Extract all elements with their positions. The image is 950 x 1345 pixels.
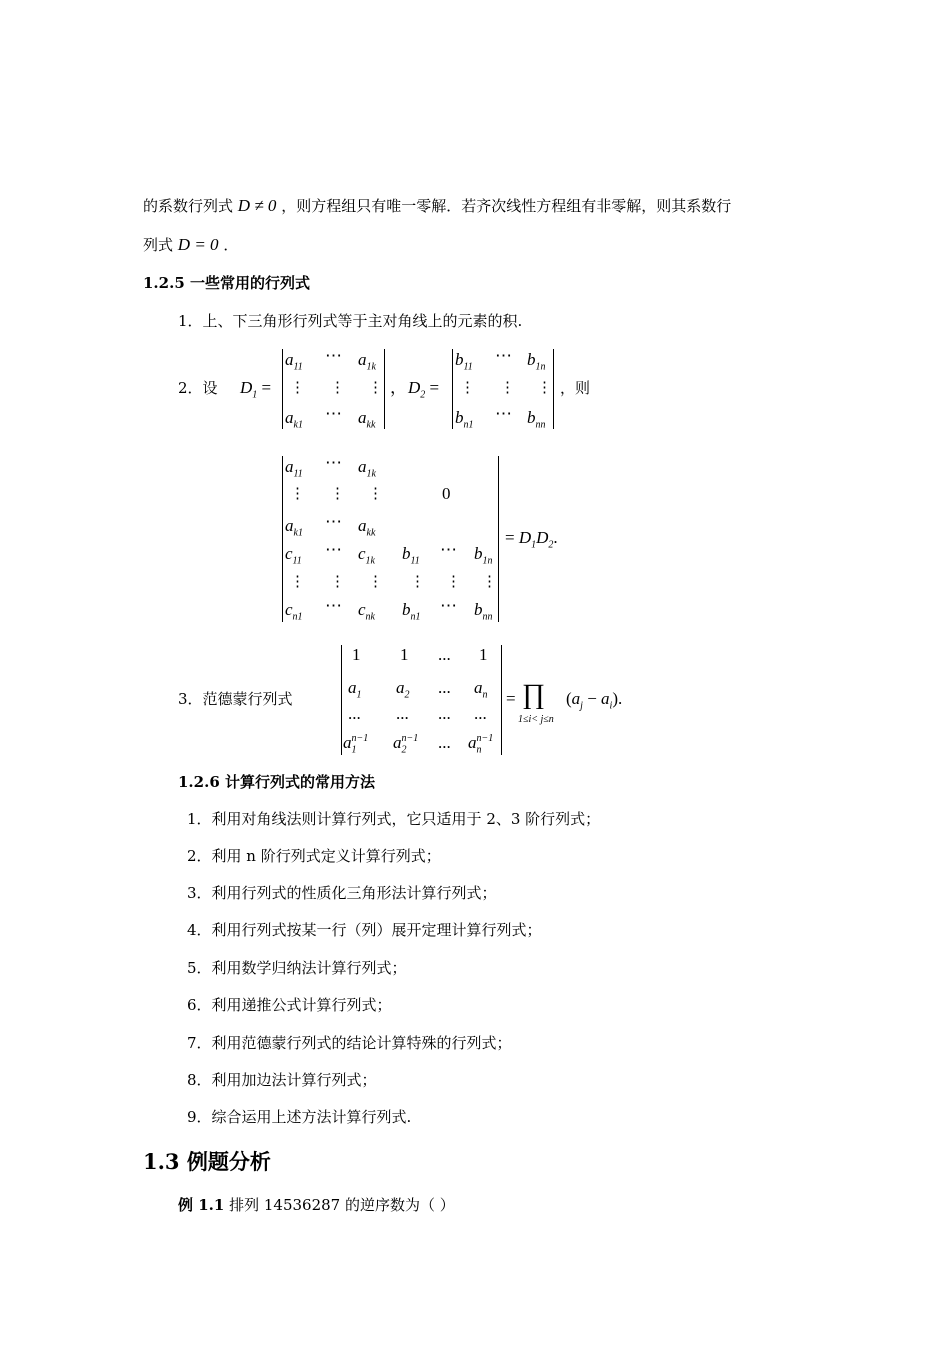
item-2-separator: ， [390, 378, 407, 397]
block-vdots-r6-3: ⋮ [368, 574, 383, 590]
intro-line-1-pre: 的系数行列式 [143, 197, 234, 215]
vandermonde-r3-c2: ... [396, 704, 409, 723]
block-a11: $a_{11}$ [285, 457, 303, 480]
block-cdots-5: ⋯ [440, 540, 457, 559]
method-item-8: 8．利用加边法计算行列式； [187, 1071, 377, 1089]
block-vdots-r6-2: ⋮ [330, 574, 345, 590]
d2-bnn: $b_{nn}$ [527, 408, 546, 431]
vandermonde-r1-c4: 1 [479, 645, 488, 664]
block-right-bar [498, 456, 499, 622]
d2-symbol: $D_2$ = [408, 378, 440, 401]
vandermonde-r3-c3: ... [438, 704, 451, 723]
method-item-1: 1．利用对角线法则计算行列式，它只适用于 2、3 阶行列式； [187, 810, 601, 828]
vandermonde-r4-c1: $a_1^{n-1}$ [343, 733, 369, 756]
method-item-9: 9．综合运用上述方法计算行列式. [187, 1108, 412, 1126]
method-item-6: 6．利用递推公式计算行列式； [187, 996, 392, 1014]
block-vdots-r2-3: ⋮ [368, 486, 383, 502]
example-text: 排列 14536287 的逆序数为（ ） [229, 1196, 455, 1214]
product-symbol: ∏ [522, 679, 546, 710]
method-item-7: 7．利用范德蒙行列式的结论计算特殊的行列式； [187, 1034, 512, 1052]
section-1-2-5-item-2-label: 2．设 [178, 379, 218, 397]
d1-left-bar [282, 349, 283, 429]
intro-line-1-math: D ≠ 0 [237, 196, 277, 215]
d1-right-bar [384, 349, 385, 429]
block-cdots-6: ⋯ [325, 596, 342, 615]
vandermonde-r1-c1: 1 [352, 645, 361, 664]
d1-a11: $a_{11}$ [285, 350, 303, 373]
vandermonde-r4-c4: $a_n^{n-1}$ [468, 733, 494, 756]
d1-cdots: ⋯ [325, 346, 342, 365]
intro-line-2-math: D = 0 [177, 235, 219, 254]
vandermonde-r2-c4: $a_n$ [474, 678, 488, 701]
example-1-1 [178, 1195, 455, 1215]
vandermonde-r2-c3: ... [438, 678, 451, 697]
d2-vdots-3: ⋮ [537, 380, 552, 396]
block-c11: $c_{11}$ [285, 544, 302, 567]
block-vdots-r6-1: ⋮ [290, 574, 305, 590]
block-cdots-4: ⋯ [325, 540, 342, 559]
block-vdots-r2-1: ⋮ [290, 486, 305, 502]
section-1-2-5-item-1: 1．上、下三角形行列式等于主对角线上的元素的积. [178, 312, 523, 330]
d1-vdots-1: ⋮ [290, 380, 305, 396]
block-bnn: $b_{nn}$ [474, 600, 493, 623]
intro-line-2 [143, 235, 238, 255]
d2-b1n: $b_{1n}$ [527, 350, 546, 373]
intro-line-1 [143, 196, 731, 216]
block-cdots-7: ⋯ [440, 596, 457, 615]
block-left-bar [282, 456, 283, 622]
d2-b11: $b_{11}$ [455, 350, 473, 373]
d1-ak1: $a_{k1}$ [285, 408, 303, 431]
d1-vdots-2: ⋮ [330, 380, 345, 396]
section-1-2-5-item-3-label: 3．范德蒙行列式 [178, 690, 293, 708]
intro-line-2-pre: 列式 [143, 236, 174, 254]
d2-left-bar [452, 349, 453, 429]
d2-bn1: $b_{n1}$ [455, 408, 474, 431]
vandermonde-r4-c2: $a_2^{n-1}$ [393, 733, 419, 756]
vandermonde-r2-c1: $a_1$ [348, 678, 362, 701]
block-result: = $D_1D_2$. [505, 528, 558, 551]
block-b1n: $b_{1n}$ [474, 544, 493, 567]
block-akk: $a_{kk}$ [358, 516, 376, 539]
vandermonde-r1-c2: 1 [400, 645, 409, 664]
section-1-2-6-title: 1.2.6 计算行列式的常用方法 [178, 773, 375, 791]
method-item-4: 4．利用行列式按某一行（列）展开定理计算行列式； [187, 921, 542, 939]
method-item-2: 2．利用 n 阶行列式定义计算行列式； [187, 847, 441, 865]
block-cdots-1: ⋯ [325, 453, 342, 472]
block-cnk: $c_{nk}$ [358, 600, 375, 623]
d2-vdots-1: ⋮ [460, 380, 475, 396]
d1-a1k: $a_{1k}$ [358, 350, 376, 373]
block-cn1: $c_{n1}$ [285, 600, 303, 623]
d2-right-bar [553, 349, 554, 429]
block-vdots-r2-2: ⋮ [330, 486, 345, 502]
d1-vdots-3: ⋮ [368, 380, 383, 396]
d1-cdots-2: ⋯ [325, 404, 342, 423]
block-vdots-r6-4: ⋮ [410, 574, 425, 590]
block-c1k: $c_{1k}$ [358, 544, 375, 567]
block-zero: 0 [442, 484, 451, 503]
block-ak1: $a_{k1}$ [285, 516, 303, 539]
vandermonde-r3-c4: ... [474, 704, 487, 723]
item-2-then: ，则 [560, 379, 591, 397]
block-vdots-r6-6: ⋮ [482, 574, 497, 590]
d1-akk: $a_{kk}$ [358, 408, 376, 431]
vandermonde-right-bar [501, 645, 502, 755]
product-index: 1≤i< j≤n [518, 714, 554, 725]
vandermonde-r3-c1: ... [348, 704, 361, 723]
intro-line-1-post: ，则方程组只有唯一零解．若齐次线性方程组有非零解，则其系数行 [281, 197, 732, 215]
vandermonde-equals: = [506, 689, 516, 708]
vandermonde-r1-c3: ... [438, 645, 451, 664]
d2-cdots-2: ⋯ [495, 404, 512, 423]
vandermonde-r2-c2: $a_2$ [396, 678, 410, 701]
method-item-5: 5．利用数学归纳法计算行列式； [187, 959, 407, 977]
section-1-2-5-title: 1.2.5 一些常用的行列式 [143, 274, 310, 292]
method-item-3: 3．利用行列式的性质化三角形法计算行列式； [187, 884, 497, 902]
block-b11: $b_{11}$ [402, 544, 420, 567]
d2-vdots-2: ⋮ [500, 380, 515, 396]
block-cdots-3: ⋯ [325, 512, 342, 531]
block-a1k: $a_{1k}$ [358, 457, 376, 480]
d1-symbol: $D_1$ = [240, 378, 272, 401]
vandermonde-r4-c3: ... [438, 733, 451, 752]
section-1-3-title: 1.3 例题分析 [143, 1149, 271, 1174]
d2-cdots: ⋯ [495, 346, 512, 365]
example-label: 例 1.1 [178, 1196, 225, 1214]
block-vdots-r6-5: ⋮ [446, 574, 461, 590]
block-bn1: $b_{n1}$ [402, 600, 421, 623]
product-term: $(a_j - a_i)$. [566, 689, 623, 712]
intro-line-2-post: ． [223, 236, 239, 254]
